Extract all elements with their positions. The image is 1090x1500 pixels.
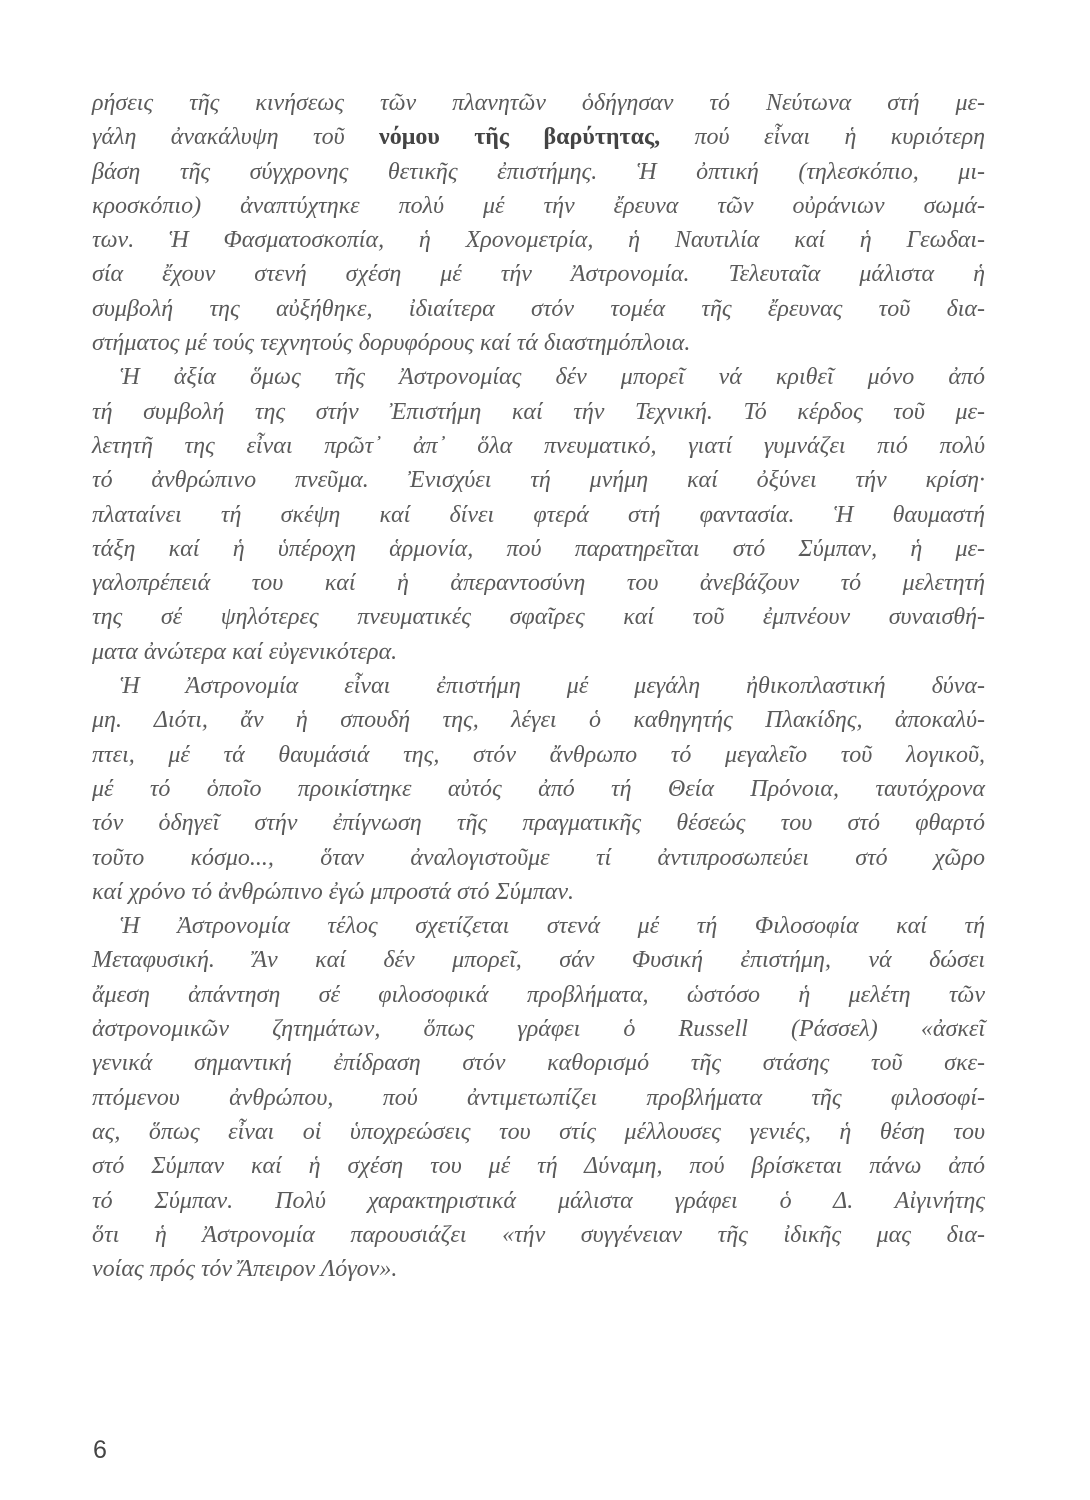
text-line: κροσκόπιο) ἀναπτύχτηκε πολύ μέ τήν ἔρευνα τῶν οὐράνιων σωμά-	[92, 192, 985, 219]
text-line: ὅτι ἡ Ἀστρονομία παρουσιάζει «τήν συγγένειαν τῆς ἰδικῆς μας δια-	[92, 1221, 985, 1248]
text-line: Ἡ Ἀστρονομία εἶναι ἐπιστήμη μέ μεγάλη ἠθικοπλαστική δύνα-	[120, 673, 985, 700]
text-line: τοῦτο κόσμο..., ὅταν ἀναλογιστοῦμε τί ἀντιπροσωπεύει στό χῶρο	[92, 844, 985, 871]
text-line: μη. Διότι, ἄν ἡ σπουδή της, λέγει ὁ καθηγητής Πλακίδης, ἀποκαλύ-	[92, 707, 985, 734]
text-line: τή συμβολή της στήν Ἐπιστήμη καί τήν Τεχνική. Τό κέρδος τοῦ με-	[92, 398, 985, 425]
text-line: των. Ἡ Φασματοσκοπία, ἡ Χρονομετρία, ἡ Ναυτιλία καί ἡ Γεωδαι-	[92, 227, 985, 254]
text-line: ματα ἀνώτερα καί εὐγενικότερα.	[92, 638, 398, 665]
text-line: γαλοπρέπειά του καί ἡ ἀπεραντοσύνη του ἀνεβάζουν τό μελετητή	[92, 570, 985, 597]
text-line: πτει, μέ τά θαυμάσιά της, στόν ἄνθρωπο τό μεγαλεῖο τοῦ λογικοῦ,	[92, 741, 985, 768]
text-line: ρήσεις τῆς κινήσεως τῶν πλανητῶν ὁδήγησαν τό Νεύτωνα στή με-	[92, 90, 985, 116]
text-line: λετητῆ της εἶναι πρῶτ᾽ ἀπ᾽ ὅλα πνευματικό, γιατί γυμνάζει πιό πολύ	[92, 432, 985, 459]
bold-term: νόμου τῆς βαρύτητας,	[379, 124, 661, 151]
text-line: στό Σύμπαν καί ἡ σχέση του μέ τή Δύναμη, πού βρίσκεται πάνω ἀπό	[92, 1153, 985, 1180]
text-line: στήματος μέ τούς τεχνητούς δορυφόρους καί τά διαστημόπλοια.	[92, 330, 691, 357]
text-line: σία ἔχουν στενή σχέση μέ τήν Ἀστρονομία. Τελευταῖα μάλιστα ἡ	[92, 261, 985, 288]
text-line: Μεταφυσική. Ἄν καί δέν μπορεῖ, σάν Φυσική ἐπιστήμη, νά δώσει	[92, 947, 985, 974]
text-line: γενικά σημαντική ἐπίδραση στόν καθορισμό τῆς στάσης τοῦ σκε-	[92, 1050, 985, 1077]
text-line: ἀστρονομικῶν ζητημάτων, ὅπως γράφει ὁ Russell (Ράσσελ) «ἀσκεῖ	[92, 1016, 985, 1043]
text-line: βάση τῆς σύγχρονης θετικῆς ἐπιστήμης. Ἡ ὀπτική (τηλεσκόπιο, μι-	[92, 158, 985, 185]
text-line: τό Σύμπαν. Πολύ χαρακτηριστικά μάλιστα γράφει ὁ Δ. Αἰγινήτης	[92, 1187, 985, 1214]
text-segment: γάλη ἀνακάλυψη τοῦ	[92, 124, 380, 151]
text-line: τόν ὁδηγεῖ στήν ἐπίγνωση τῆς πραγματικῆς θέσεώς του στό φθαρτό	[92, 810, 985, 837]
text-line: πλαταίνει τή σκέψη καί δίνει φτερά στή φαντασία. Ἡ θαυμαστή	[92, 501, 985, 528]
text-line: καί χρόνο τό ἀνθρώπινο ἐγώ μπροστά στό Σύμπαν.	[92, 878, 575, 905]
text-line: ας, ὅπως εἶναι οἱ ὑποχρεώσεις του στίς μέλλουσες γενιές, ἡ θέση του	[92, 1118, 985, 1145]
text-line: πτόμενου ἀνθρώπου, πού ἀντιμετωπίζει προβλήματα τῆς φιλοσοφί-	[92, 1084, 985, 1111]
page-body	[92, 86, 985, 1286]
text-segment: πού εἶναι ἡ κυριότερη	[660, 124, 986, 151]
text-line: συμβολή της αὐξήθηκε, ἰδιαίτερα στόν τομέα τῆς ἔρευνας τοῦ δια-	[92, 295, 985, 322]
text-line: της σέ ψηλότερες πνευματικές σφαῖρες καί τοῦ ἐμπνέουν συναισθή-	[92, 604, 985, 631]
text-line: Ἡ Ἀστρονομία τέλος σχετίζεται στενά μέ τή Φιλοσοφία καί τή	[120, 913, 985, 940]
text-line: Ἡ ἀξία ὅμως τῆς Ἀστρονομίας δέν μπορεῖ νά κριθεῖ μόνο ἀπό	[120, 364, 985, 391]
text-line	[92, 120, 985, 154]
page-number: 6	[93, 1436, 107, 1464]
text-line: νοίας πρός τόν Ἄπειρον Λόγον».	[92, 1256, 398, 1283]
text-line: ἄμεση ἀπάντηση σέ φιλοσοφικά προβλήματα, ὡστόσο ἡ μελέτη τῶν	[92, 981, 985, 1008]
text-line: τό ἀνθρώπινο πνεῦμα. Ἐνισχύει τή μνήμη καί ὀξύνει τήν κρίση·	[92, 467, 985, 494]
text-line: μέ τό ὁποῖο προικίστηκε αὐτός ἀπό τή Θεία Πρόνοια, ταυτόχρονα	[92, 775, 985, 802]
text-line: τάξη καί ἡ ὑπέροχη ἁρμονία, πού παρατηρεῖται στό Σύμπαν, ἡ με-	[92, 535, 985, 562]
